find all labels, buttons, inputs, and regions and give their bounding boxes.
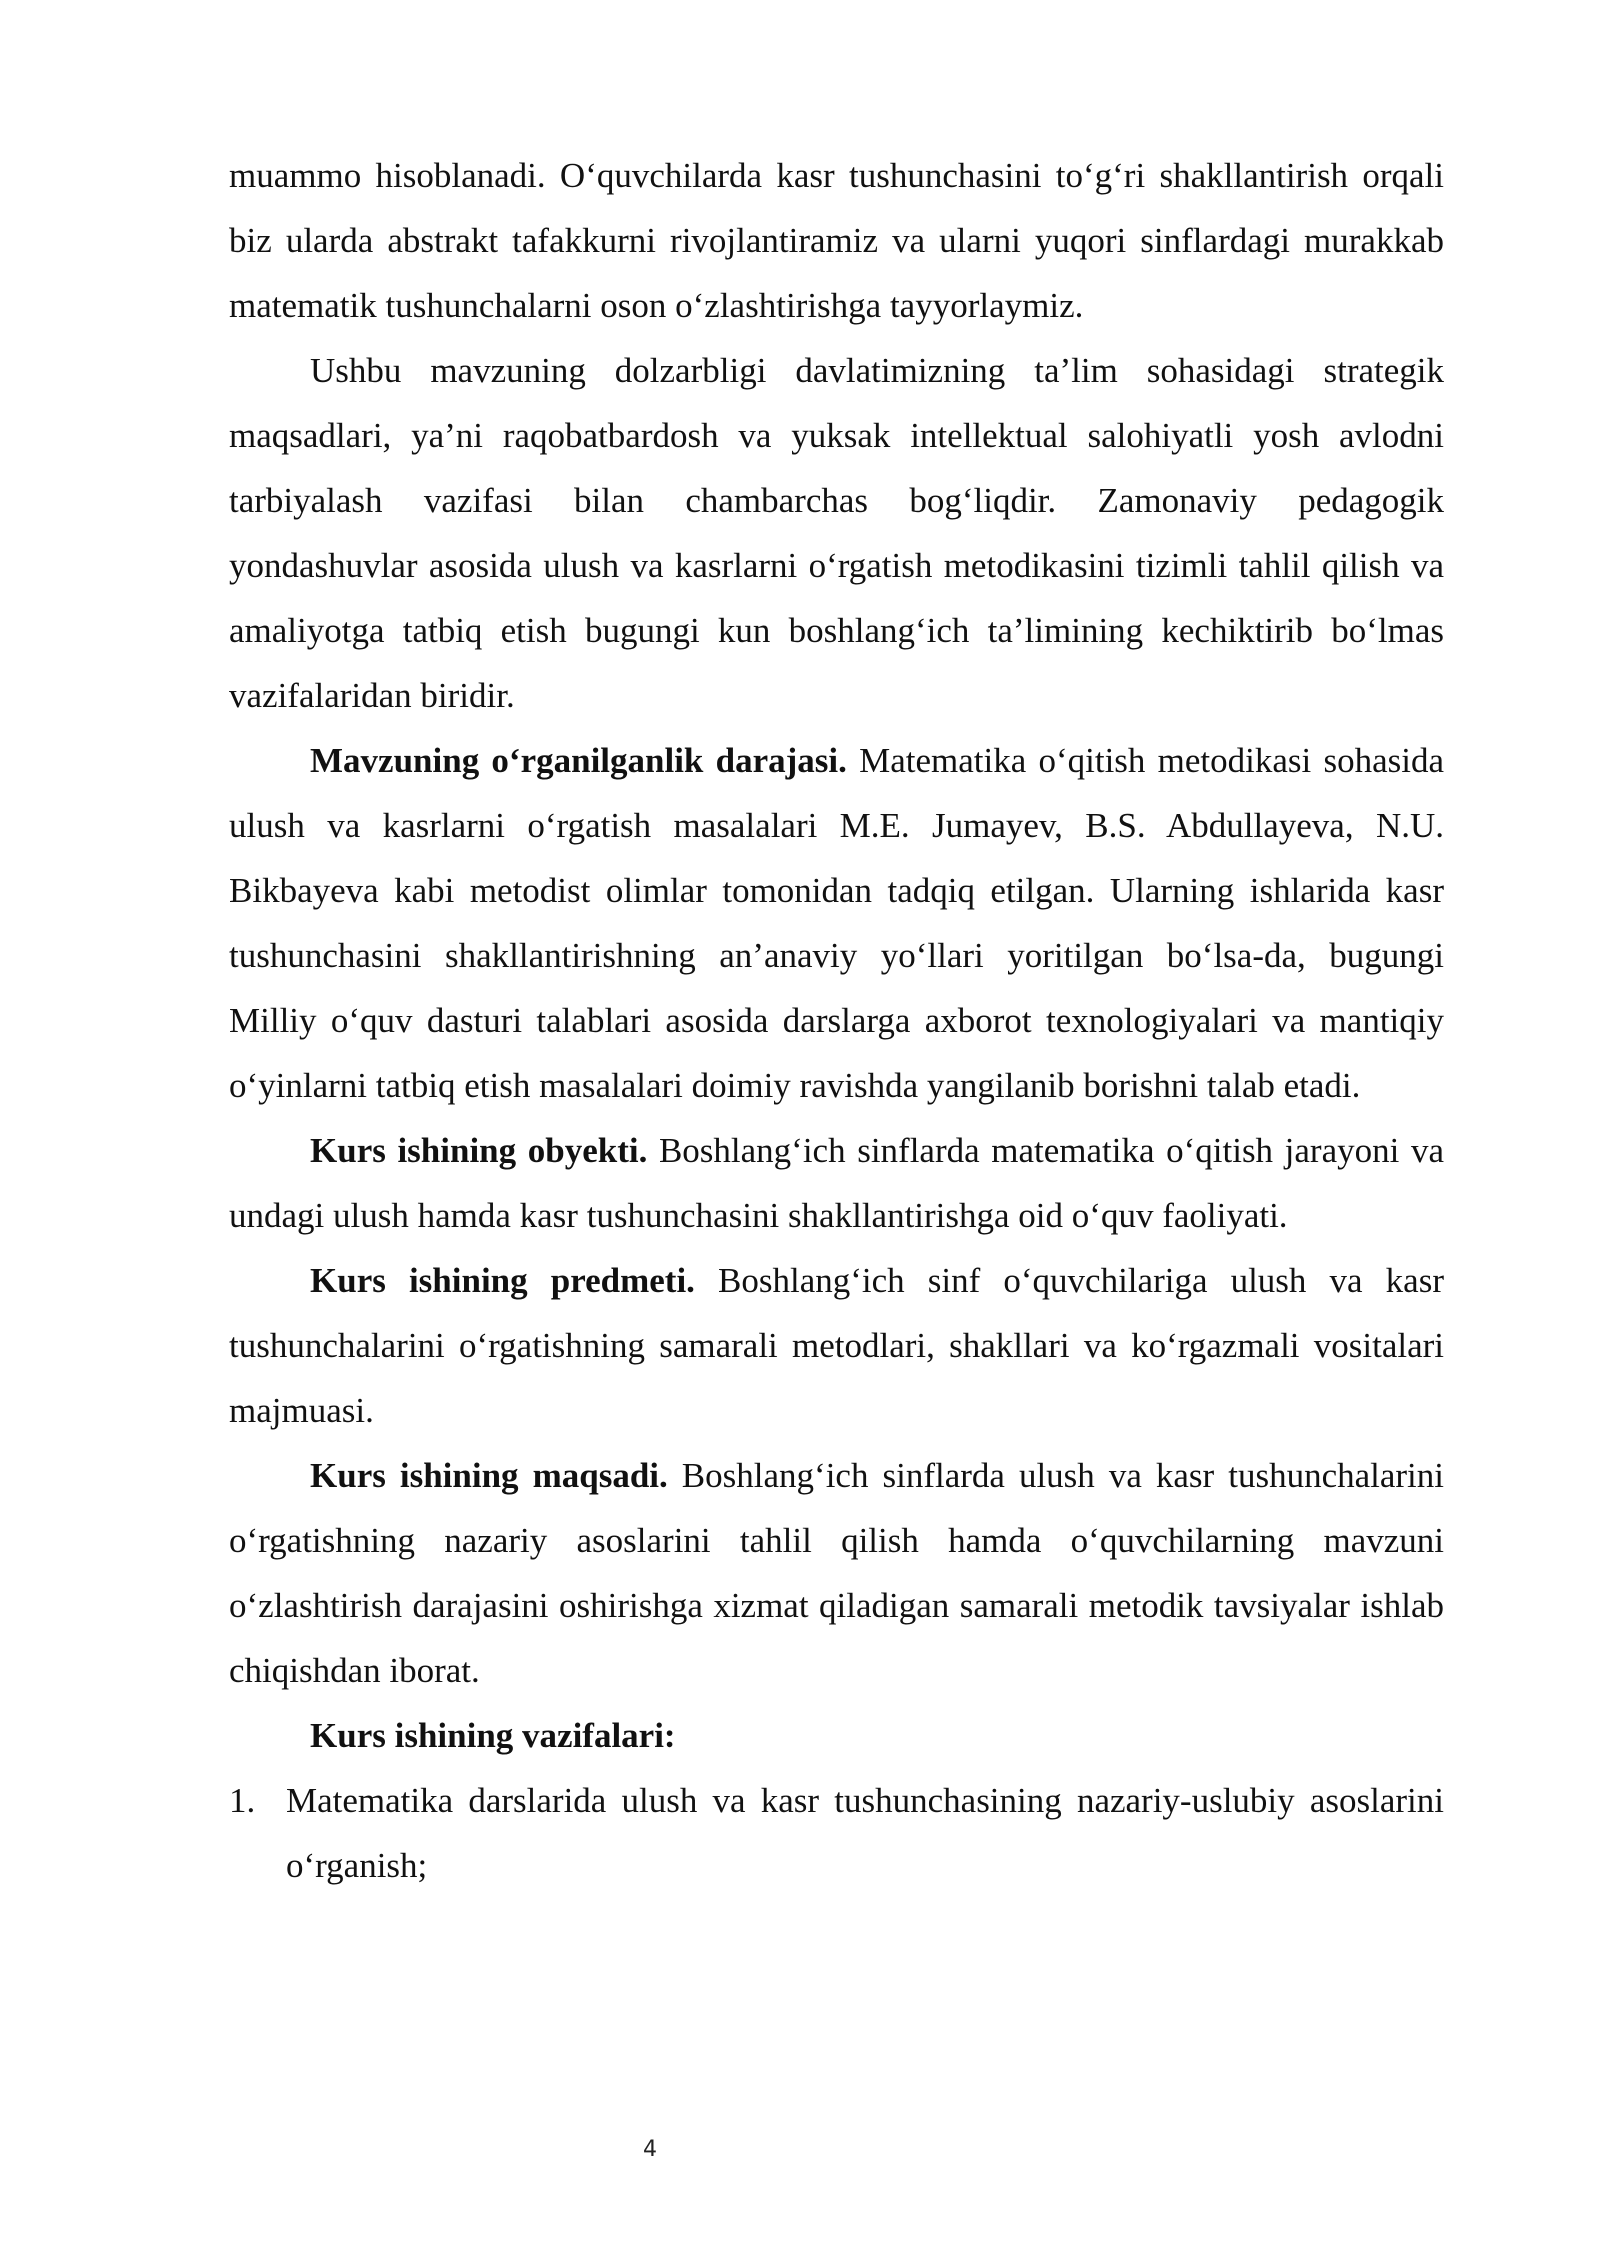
tasks-heading-line [229,1703,1444,1768]
paragraph-goal [229,1443,1444,1703]
subject-text: Boshlang‘ich sinf o‘quvchilariga ulush va kasr tushunchalarini o‘rgatishning samarali metodlari, shakllari va ko‘rgazmali vositalari majmuasi. [229,1261,1444,1430]
paragraph-research-level [229,728,1444,1118]
object-heading: Kurs ishining obyekti. [310,1131,648,1170]
paragraph-intro-continuation: muammo hisoblanadi. O‘quvchilarda kasr tushunchasini to‘g‘ri shakllantirish orqali biz ularda abstrakt tafakkurni rivojlantiramiz va ularni yuqori sinflardagi murakkab matematik tushunchalarni oson o‘zlashtirishga tayyorlaymiz. [229,156,1444,325]
list-item [229,1768,1444,1898]
goal-heading: Kurs ishining maqsadi. [310,1456,668,1495]
list-item-text: Matematika darslarida ulush va kasr tushunchasining nazariy-uslubiy asoslarini o‘rganish; [286,1781,1444,1885]
subject-heading: Kurs ishining predmeti. [310,1261,695,1300]
research-level-text: Matematika o‘qitish metodikasi sohasida ulush va kasrlarni o‘rgatish masalalari M.E. Jumayev, B.S. Abdullayeva, N.U. Bikbayeva kabi metodist olimlar tomonidan tadqiq etilgan. Ularning ishlarida kasr tushunchasini shakllantirishning an’anaviy yo‘llari yoritilgan bo‘lsa-da, bugungi Milliy o‘quv dasturi talablari asosida darslarga axborot texnologiyalari va mantiqiy o‘yinlarni tatbiq etish masalalari doimiy ravishda yangilanib borishni talab etadi. [229,741,1444,1105]
paragraph-relevance: Ushbu mavzuning dolzarbligi davlatimizning ta’lim sohasidagi strategik maqsadlari, ya’ni raqobatbardosh va yuksak intellektual salohiyatli yosh avlodni tarbiyalash vazifasi bilan chambarchas bog‘liqdir. Zamonaviy pedagogik yondashuvlar asosida ulush va kasrlarni o‘rgatish metodikasini tizimli tahlil qilish va amaliyotga tatbiq etish bugungi kun boshlang‘ich ta’limining kechiktirib bo‘lmas vazifalaridan biridir. [229,351,1444,715]
page-number: 4 [643,2137,657,2162]
body-text [229,143,1444,1898]
research-level-heading: Mavzuning o‘rganilganlik darajasi. [310,741,847,780]
tasks-heading: Kurs ishining vazifalari: [310,1716,676,1755]
paragraph-object [229,1118,1444,1248]
object-text: Boshlang‘ich sinflarda matematika o‘qitish jarayoni va undagi ulush hamda kasr tushunchasini shakllantirishga oid o‘quv faoliyati. [229,1131,1444,1235]
paragraph-subject [229,1248,1444,1443]
goal-text: Boshlang‘ich sinflarda ulush va kasr tushunchalarini o‘rgatishning nazariy asoslarini tahlil qilish hamda o‘quvchilarning mavzuni o‘zlashtirish darajasini oshirishga xizmat qiladigan samarali metodik tavsiyalar ishlab chiqishdan iborat. [229,1456,1444,1690]
list-item-number: 1. [229,1781,256,1820]
